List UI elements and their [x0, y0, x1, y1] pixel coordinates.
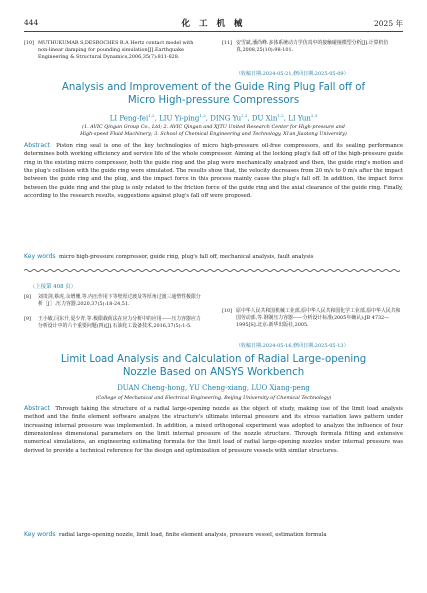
wavy-divider — [24, 268, 403, 273]
reference-number: [10] — [222, 308, 233, 314]
abstract-label: Abstract — [24, 405, 50, 412]
reference-9 — [24, 316, 204, 330]
article1-abstract — [24, 142, 403, 200]
reference-text: MUTHUKUMAR S,DESROCHES R.A Hertz contact model with non-linear damping for pounding simulation[J].Earthquake Engineering & Structural Dynamics,2006,35(7):811-828. — [38, 40, 194, 61]
reference-number: [9] — [24, 316, 31, 322]
keywords-text: micro high-pressure compressor, guide ring, plug's fall off, mechanical analysis, fault analysis — [59, 254, 314, 260]
keywords-text: radial large-opening nozzle, limit load, finite element analysis, pressure vessel, estimation formula — [59, 532, 327, 538]
author-affil-sup: 2,3 — [241, 113, 248, 118]
article1-affiliation — [30, 124, 397, 138]
header-rule — [24, 31, 403, 32]
author-affil-sup: 1,2 — [199, 113, 206, 118]
article2-affiliation: (College of Mechanical and Electrical Engineering, Beijing University of Chemical Technology) — [95, 395, 332, 401]
article2-abstract — [24, 405, 403, 455]
abstract-text: Piston ring seal is one of the key technologies of micro high-pressure oil-free compressors, and its sealing performance determines both working efficiency and service life of the whole compressor. Aiming at the locking plug's fall off of the high-pressure guide ring in the existing micro compressor, both the guide ring and the plug were mechanically analyzed and then, the guide ring's motion and the plug's collision with the guide ring were simulated. The results show that, the velocity decreases from 20 m/s to 0 m/s after the impact between the guide ring and the plug, and the impact force in this process mainly cause the plug's fall off. In addition, the impact force between the guide ring and the plug is only related to the friction force of the guide ring and the axial clearance of the guide ring. Finally, according to the research results, suggestions against plug's fall off were proposed. — [24, 143, 403, 200]
author-affil-sup: 1,2 — [148, 113, 155, 118]
issue-year: 2025 年 — [374, 19, 403, 28]
abstract-label: Abstract — [24, 142, 50, 149]
reference-number: [8] — [24, 294, 31, 300]
author-name: LI Peng-fei — [109, 114, 149, 123]
reference-number: [11] — [222, 40, 233, 46]
journal-title: 化 工 机 械 — [181, 19, 246, 29]
reference-number: [10] — [24, 40, 35, 46]
reference-text: 王小敏,闫东升,夏少青,等.极限载荷法在应力分析中的应用——压力容器应力分析设计中的六个重要问题(四)[J].石油化工设备技术,2016,37(5):1-5. — [38, 316, 201, 330]
received-date-1: （收稿日期:2024-05-21,修回日期:2025-05-09） — [236, 71, 349, 77]
article2-title-line1: Limit Load Analysis and Calculation of Radial Large-opening — [60, 354, 367, 365]
reference-10-mid — [222, 308, 403, 330]
author-affil-sup: 2,3 — [310, 113, 318, 118]
affiliation-line1: (1. AVIC Qingan Group Co., Ltd; 2. AVIC Qingan and XJTU United Research Center for High-pressure and — [82, 124, 345, 130]
article2-authors: DUAN Cheng-hong, YU Cheng-xiang, LUO Xiang-peng — [117, 384, 310, 392]
reference-text: 安雪斌,潘尚峰.多体系统动力学仿真中的接触碰撞模型分析[J].计算机仿真,2008,25(10):98-101. — [236, 40, 389, 54]
keywords-label: Key words — [24, 253, 56, 260]
affiliation-line2: High-speed Fluid Machinery; 3. School of Chemical Engineering and Technology, Xi'an Jiaotong University) — [80, 131, 347, 137]
received-date-2: （收稿日期:2024-05-16,修回日期:2025-05-13） — [236, 343, 349, 349]
article2-keywords — [24, 531, 403, 539]
abstract-text: Through taking the structure of a radial large-opening nozzle as the object of study, making use of the limit load analysis method and the finite element software analyze the structure's ultimate internal pressure and its stress variation laws pattern under increasing internal pressure was implemented. In addition, a mixed orthogonal experiment was adopted to analyze the influence of four dimensionless dimensional parameters on the limit internal pressure of the nozzle structure. Through formula fitting and extensive numerical simulations, an engineering estimating formula for the limit load of radial large-opening nozzles under internal pressure was derived to provide a technical reference for the design and optimization of pressure vessels with similar structures. — [24, 406, 403, 454]
reference-11-right — [222, 40, 403, 54]
keywords-label: Key words — [24, 531, 56, 538]
reference-10-left — [24, 40, 200, 62]
page-number: 444 — [24, 18, 39, 27]
reference-text: 刘贵剑,蔡虎,余增珊,等.内压作用下等壁厚过渡及等厚角过渡三通塑性极限分析［J］.压力容器,2020,37(5):18-24,51. — [38, 294, 201, 308]
article2-title-line2: Nozzle Based on ANSYS Workbench — [122, 367, 305, 378]
article1-title-line2: Micro High-pressure Compressors — [127, 95, 300, 106]
author-name: DING Yu — [210, 114, 242, 123]
article1-authors: LI Peng-fei$^{1,2}$, LIU Yi-ping$^{1,2}$, DING Yu$^{2,3}$, DU Xin$^{1,2}$, LI Yun$^{2,3}$ — [109, 113, 318, 123]
article1-title-line1: Analysis and Improvement of the Guide Ring Plug Fall off of — [61, 82, 366, 93]
article2-title — [40, 353, 387, 379]
author-name: LIU Yi-ping — [159, 114, 200, 123]
author-affil-sup: 1,2 — [277, 113, 284, 118]
article1-title — [40, 81, 387, 107]
continued-from-note: （上接第 408 页） — [30, 284, 77, 290]
author-name: DU Xin — [251, 114, 278, 123]
reference-text: 原中华人民共和国机械工业部,原中华人民共和国化学工业部,原中华人民共和国劳动部,等.钢制压力容器——分析设计标准(2005年确认):JB 4732—1995[S].北京:新华出版社,2005. — [236, 308, 401, 329]
article1-keywords — [24, 253, 403, 261]
author-name: LI Yun — [288, 114, 311, 123]
reference-8 — [24, 294, 204, 308]
